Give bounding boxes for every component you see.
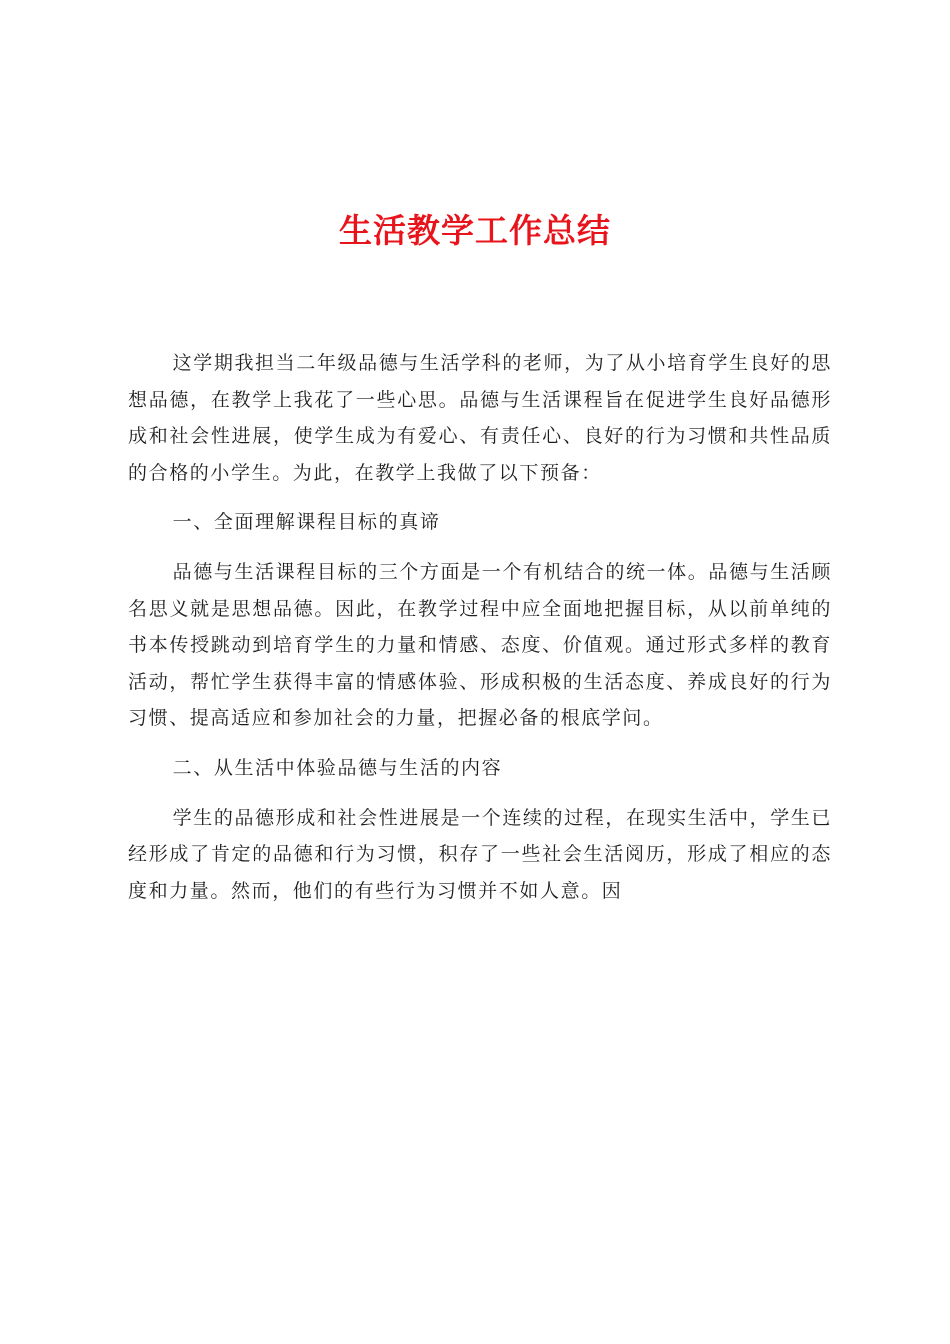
section-heading-1: 一、全面理解课程目标的真谛	[172, 511, 441, 534]
paragraph-section-2: 学生的品德形成和社会性进展是一个连续的过程，在现实生活中，学生已经形成了肯定的品德和行为习惯，积存了一些社会生活阅历，形成了相应的态度和力量。然而，他们的有些行为习惯并不如人意。因	[128, 806, 832, 902]
paragraph-intro: 这学期我担当二年级品德与生活学科的老师，为了从小培育学生良好的思想品德，在教学上我花了一些心思。品德与生活课程旨在促进学生良好品德形成和社会性进展，使学生成为有爱心、有责任心、良好的行为习惯和共性品质的合格的小学生。为此，在教学上我做了以下预备：	[128, 352, 832, 484]
document-body	[128, 345, 832, 909]
section-heading-2: 二、从生活中体验品德与生活的内容	[172, 756, 503, 779]
paragraph-section-1: 品德与生活课程目标的三个方面是一个有机结合的统一体。品德与生活顾名思义就是思想品德。因此，在教学过程中应全面地把握目标，从以前单纯的书本传授跳动到培育学生的力量和情感、态度、价值观。通过形式多样的教育活动，帮忙学生获得丰富的情感体验、形成积极的生活态度、养成良好的行为习惯、提高适应和参加社会的力量，把握必备的根底学问。	[128, 560, 832, 730]
document-title: 生活教学工作总结	[339, 211, 611, 250]
